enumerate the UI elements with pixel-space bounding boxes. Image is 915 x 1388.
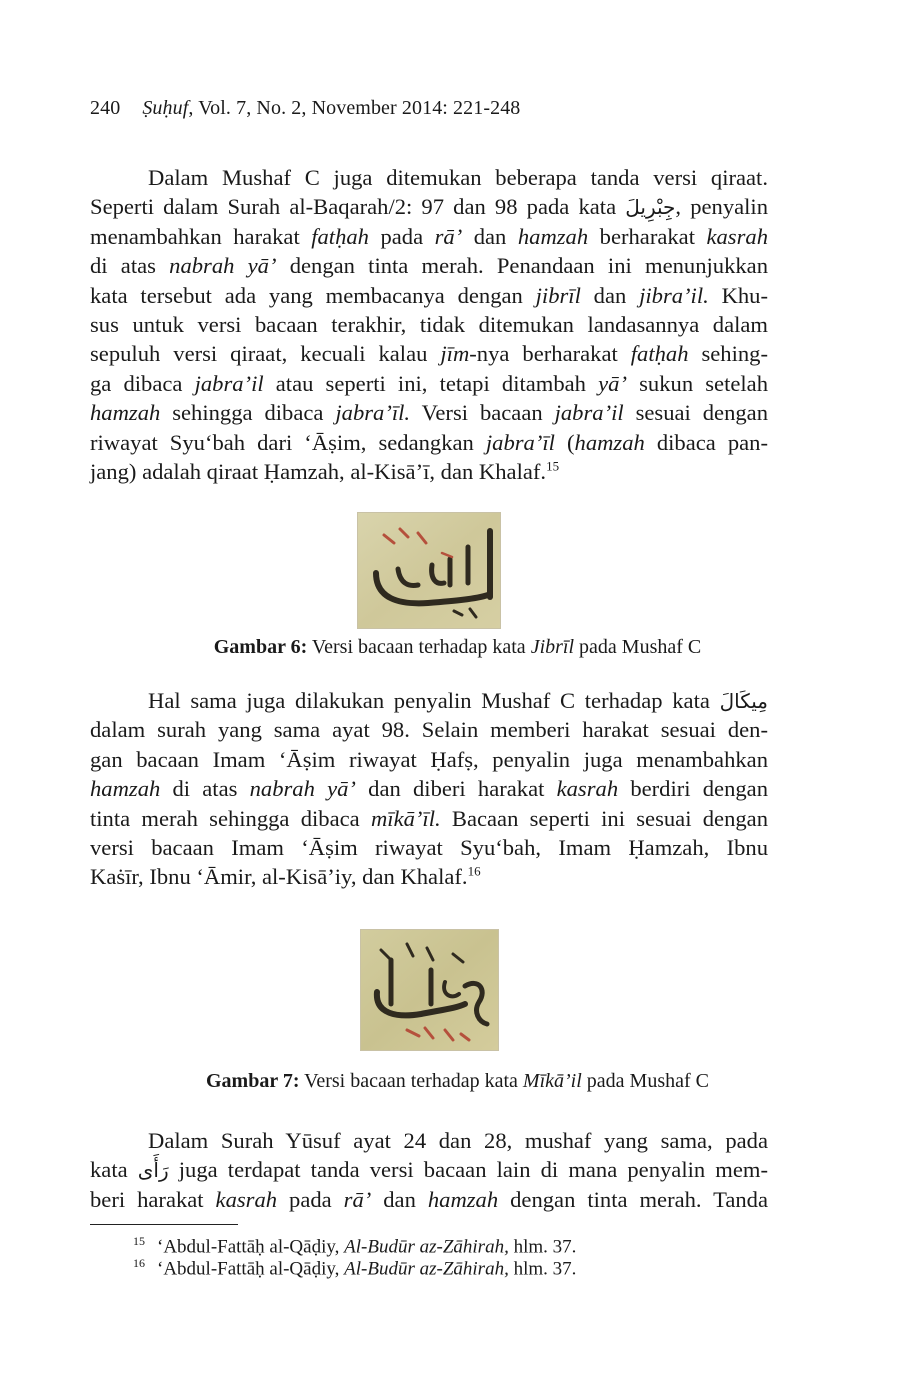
- figure-7-manuscript-image: [360, 929, 499, 1051]
- paragraph-2: [90, 686, 768, 892]
- paragraph-line: hamzah di atas nabrah yā’ dan diberi harakat kasrah berdiri dengan: [90, 776, 769, 802]
- paragraph-line: jang) adalah qiraat Ḥamzah, al-Kisā’ī, dan Khalaf.$^{15}$: [90, 458, 560, 484]
- paragraph-line: beri harakat kasrah pada rā’ dan hamzah dengan tinta merah. Tanda: [90, 1186, 769, 1212]
- paragraph-line: riwayat Syu‘bah dari ‘Āṣim, sedangkan jabra’īl (hamzah dibaca pan-: [90, 429, 768, 455]
- paragraph-line: kata tersebut ada yang membacanya dengan jibrīl dan jibra’il. Khu-: [90, 282, 768, 308]
- footnote-15: $^{15}$ ‘Abdul-Fattāḥ al-Qāḍiy, Al-Budūr az-Zāhirah, hlm. 37.: [133, 1234, 577, 1258]
- journal-citation: , Vol. 7, No. 2, November 2014: 221-248: [188, 97, 521, 119]
- paragraph-line: gan bacaan Imam ‘Āṣim riwayat Ḥafṣ, penyalin juga menambahkan: [90, 746, 768, 772]
- paragraph-1: [90, 163, 768, 486]
- arabic-word-mikal: مِيكَالَ: [719, 689, 768, 713]
- footnote-ref-15[interactable]: 15: [546, 458, 560, 474]
- figure-6-caption: Gambar 6: Versi bacaan terhadap kata Jibrīl pada Mushaf C: [213, 636, 702, 658]
- paragraph-line: sepuluh versi qiraat, kecuali kalau jīm-nya berharakat fatḥah sehing-: [90, 341, 769, 367]
- running-header: [90, 97, 520, 120]
- footnote-number: 16: [133, 1256, 145, 1270]
- paragraph-line: ga dibaca jabra’il atau seperti ini, tetapi ditambah yā’ sukun setelah: [90, 370, 768, 396]
- paragraph-line: menambahkan harakat fatḥah pada rā’ dan hamzah berharakat kasrah: [90, 223, 768, 249]
- footnote-separator: [90, 1224, 238, 1225]
- paragraph-line: versi bacaan Imam ‘Āṣim riwayat Syu‘bah, Imam Ḥamzah, Ibnu: [90, 834, 768, 860]
- paragraph-line: Seperti dalam Surah al-Baqarah/2: 97 dan 98 pada kata جِبْرِيلَ, penyalin: [90, 194, 768, 220]
- paragraph-line: Dalam Surah Yūsuf ayat 24 dan 28, mushaf yang sama, pada: [148, 1128, 768, 1153]
- arabic-word-raa: رَأَى: [137, 1158, 169, 1183]
- paragraph-line: tinta merah sehingga dibaca mīkā’īl. Bacaan seperti ini sesuai dengan: [90, 805, 768, 831]
- footnote-ref-16[interactable]: 16: [467, 863, 481, 879]
- manuscript-mikail-image: [361, 930, 498, 1050]
- footnote-number: 15: [133, 1234, 145, 1248]
- manuscript-jibril-image: [358, 513, 500, 628]
- journal-name: Ṣuḥuf: [142, 97, 189, 119]
- paragraph-line: di atas nabrah yā’ dengan tinta merah. Penandaan ini menunjukkan: [90, 253, 768, 279]
- paragraph-line: Dalam Mushaf C juga ditemukan beberapa tanda versi qiraat.: [148, 165, 768, 190]
- figure-7-caption: Gambar 7: Versi bacaan terhadap kata Mīkā’il pada Mushaf C: [205, 1070, 709, 1092]
- paragraph-line: kata رَأَى juga terdapat tanda versi bacaan lain di mana penyalin mem-: [90, 1157, 769, 1183]
- paragraph-line: hamzah sehingga dibaca jabra’īl. Versi bacaan jabra’il sesuai dengan: [90, 400, 768, 426]
- paragraph-line: sus untuk versi bacaan terakhir, tidak ditemukan landasannya dalam: [90, 311, 768, 337]
- figure-6-manuscript-image: [357, 512, 501, 629]
- arabic-word-jibril: جِبْرِيلَ: [625, 195, 676, 220]
- paragraph-3: [90, 1126, 768, 1214]
- footnote-16: $^{16}$ ‘Abdul-Fattāḥ al-Qāḍiy, Al-Budūr az-Zāhirah, hlm. 37.: [133, 1256, 577, 1280]
- paragraph-line: Kaṡīr, Ibnu ‘Āmir, al-Kisā’iy, dan Khalaf.$^{16}$: [90, 863, 481, 890]
- figure-label: Gambar 7:: [205, 1070, 300, 1092]
- paragraph-line: Hal sama juga dilakukan penyalin Mushaf C terhadap kata مِيكَالَ: [148, 688, 768, 713]
- paragraph-line: dalam surah yang sama ayat 98. Selain memberi harakat sesuai den-: [90, 717, 768, 743]
- page-number: 240: [90, 97, 121, 119]
- figure-label: Gambar 6:: [213, 636, 308, 658]
